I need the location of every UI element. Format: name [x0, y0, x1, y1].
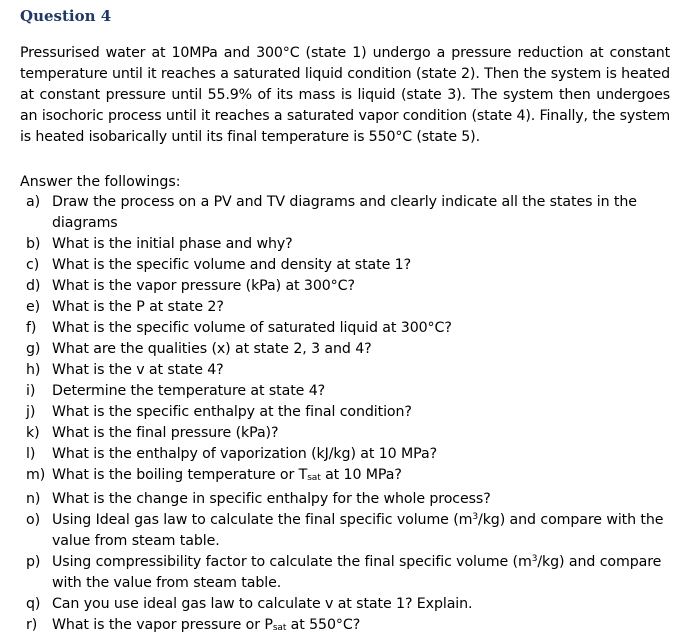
subscript-sat: sat: [307, 473, 321, 483]
problem-statement: Pressurised water at 10MPa and 300°C (state 1) undergo a pressure reduction at constant temperature until it reaches a saturated liquid condition (state 2). Then the system is heated at constant pressure until 55.9% of its mass is liquid (state 3). The system then undergoes an isochoric process until it reaches a saturated vapor condition (state 4). Finally, the system is heated isobarically until its final temperature is 550°C (state 5).: [20, 45, 670, 145]
item-text-part: at 10 MPa?: [320, 467, 402, 483]
item-text: What is the vapor pressure (kPa) at 300°C?: [52, 278, 355, 294]
item-label: f): [26, 320, 37, 336]
item-label: o): [26, 512, 41, 528]
item-label: g): [26, 341, 41, 357]
item-label: n): [26, 491, 41, 507]
question-item-n: [26, 489, 666, 510]
item-text: What is the enthalpy of vaporization (kJ/kg) at 10 MPa?: [52, 446, 438, 462]
question-title: Question 4: [20, 7, 112, 25]
subscript-sat: sat: [272, 623, 287, 633]
superscript-3: 3: [472, 512, 479, 522]
question-item-h: [26, 360, 666, 381]
question-item-e: [26, 297, 666, 318]
question-item-o: [26, 510, 666, 552]
item-label: d): [26, 278, 41, 294]
question-item-c: [26, 255, 666, 276]
item-text-part: Using Ideal gas law to calculate the final specific volume (m: [52, 512, 473, 528]
item-label: a): [26, 194, 41, 210]
item-text: What are the qualities (x) at state 2, 3 and 4?: [52, 341, 372, 357]
item-text-part: at 550°C?: [286, 617, 361, 633]
item-text: What is the P at state 2?: [52, 299, 224, 315]
item-text: Draw the process on a PV and TV diagrams and clearly indicate all the states in the diagrams: [52, 194, 637, 231]
item-label: c): [26, 257, 40, 273]
item-text: What is the initial phase and why?: [52, 236, 293, 252]
item-text: What is the v at state 4?: [52, 362, 224, 378]
question-item-a: [26, 192, 666, 234]
question-item-f: [26, 318, 666, 339]
item-text: Determine the temperature at state 4?: [52, 383, 326, 399]
item-text-part: What is the vapor pressure or P: [52, 617, 273, 633]
item-text-part: Using compressibility factor to calculate the final specific volume (m: [52, 554, 532, 570]
question-item-j: [26, 402, 666, 423]
question-item-i: [26, 381, 666, 402]
item-text-part: /kg) and compare with the value from steam table.: [52, 512, 664, 549]
item-text: What is the final pressure (kPa)?: [52, 425, 279, 441]
question-item-m: [26, 465, 666, 489]
item-label: j): [26, 404, 36, 420]
item-text: [52, 615, 666, 639]
item-label: i): [26, 383, 36, 399]
superscript-3: 3: [531, 554, 538, 564]
item-text: What is the specific volume of saturated liquid at 300°C?: [52, 320, 452, 336]
question-item-r: [26, 615, 666, 639]
answer-intro: Answer the followings:: [20, 174, 181, 190]
question-item-q: [26, 594, 666, 615]
question-item-g: [26, 339, 666, 360]
item-text: [52, 510, 666, 552]
item-label: q): [26, 596, 41, 612]
item-text: [52, 552, 666, 594]
item-label: h): [26, 362, 41, 378]
item-label: p): [26, 554, 41, 570]
question-list: [26, 192, 666, 639]
item-label: e): [26, 299, 41, 315]
question-item-k: [26, 423, 666, 444]
item-text: What is the specific volume and density at state 1?: [52, 257, 412, 273]
question-item-d: [26, 276, 666, 297]
item-text: [52, 465, 666, 489]
question-item-p: [26, 552, 666, 594]
item-text-part: What is the boiling temperature or T: [52, 467, 308, 483]
question-item-l: [26, 444, 666, 465]
question-item-b: [26, 234, 666, 255]
item-label: l): [26, 446, 36, 462]
item-text-part: /kg) and compare with the value from steam table.: [52, 554, 662, 591]
item-label: m): [26, 467, 46, 483]
item-text: What is the specific enthalpy at the final condition?: [52, 404, 412, 420]
item-label: b): [26, 236, 41, 252]
item-text: What is the change in specific enthalpy for the whole process?: [52, 491, 491, 507]
item-label: k): [26, 425, 40, 441]
item-label: r): [26, 617, 38, 633]
item-text: Can you use ideal gas law to calculate v at state 1? Explain.: [52, 596, 473, 612]
